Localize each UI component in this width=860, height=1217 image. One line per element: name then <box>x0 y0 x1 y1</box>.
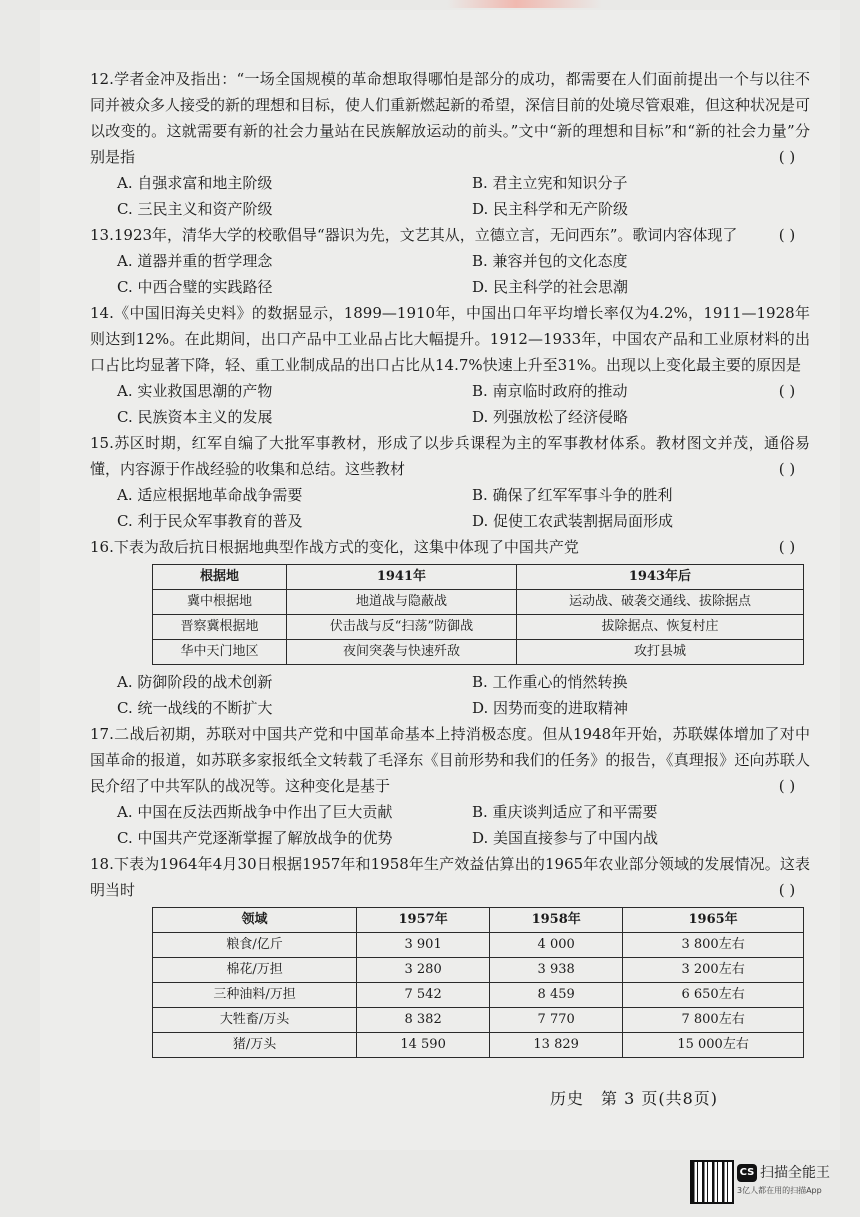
table-header-cell: 1957年 <box>357 908 490 933</box>
table-header-row <box>153 565 804 590</box>
camscanner-logo-icon: CS <box>737 1164 757 1182</box>
option-d: D. 列强放松了经济侵略 <box>472 408 629 426</box>
table-cell: 14 590 <box>357 1033 490 1058</box>
question-number: 17. <box>90 725 114 743</box>
top-edge-strip <box>0 0 860 8</box>
table-header-cell: 1943年后 <box>516 565 803 590</box>
table-row <box>153 615 804 640</box>
question-list <box>90 66 810 1062</box>
table-cell: 7 770 <box>490 1008 623 1033</box>
question-text: 1923年，清华大学的校歌倡导“器识为先，文艺其从，立德立言，无问西东”。歌词内容体现了 <box>113 226 738 244</box>
question-number: 15. <box>90 434 114 452</box>
table-header-cell: 1958年 <box>490 908 623 933</box>
table-cell: 三种油料/万担 <box>153 983 357 1008</box>
option-b: B. 兼容并包的文化态度 <box>472 252 628 270</box>
option-d: D. 民主科学的社会思潮 <box>472 278 629 296</box>
scanner-watermark <box>690 1160 850 1206</box>
question-stem <box>90 851 810 903</box>
question-number: 12. <box>90 70 114 88</box>
table-cell: 3 280 <box>357 958 490 983</box>
answer-options <box>90 248 810 300</box>
data-table <box>152 564 804 665</box>
table-cell: 4 000 <box>490 933 623 958</box>
question-text: 苏区时期，红军自编了大批军事教材，形成了以步兵课程为主的军事教材体系。教材图文并茂，通俗易懂，内容源于作战经验的收集和总结。这些教材 <box>90 434 810 478</box>
option-a: A. 道器并重的哲学理念 <box>117 252 273 270</box>
option-a: A. 适应根据地革命战争需要 <box>117 486 303 504</box>
option-d: D. 美国直接参与了中国内战 <box>472 829 659 847</box>
table-row <box>153 983 804 1008</box>
option-c: C. 统一战线的不断扩大 <box>117 699 273 717</box>
table-cell: 攻打县城 <box>516 640 803 665</box>
table-cell: 晋察冀根据地 <box>153 615 287 640</box>
answer-bracket: ( ) <box>778 382 796 400</box>
answer-bracket: ( ) <box>778 460 796 478</box>
question-text: 二战后初期，苏联对中国共产党和中国革命基本上持消极态度。但从1948年开始，苏联媒体增加了对中国革命的报道，如苏联多家报纸全文转载了毛泽东《目前形势和我们的任务》的报告，《真理报》还向苏联人民介绍了中共军队的战况等。这种变化是基于 <box>90 725 810 795</box>
table-cell: 3 800左右 <box>623 933 804 958</box>
answer-bracket: ( ) <box>778 226 796 244</box>
question-number: 14. <box>90 304 114 322</box>
table-header-cell: 1965年 <box>623 908 804 933</box>
question-16 <box>90 534 810 721</box>
option-b: B. 南京临时政府的推动 <box>472 382 628 400</box>
answer-bracket: ( ) <box>778 881 796 899</box>
watermark-title: 扫描全能王 <box>760 1165 830 1181</box>
page-footer: 历史 第 3 页(共8页) <box>550 1089 719 1108</box>
question-13 <box>90 222 810 300</box>
table-cell: 大牲畜/万头 <box>153 1008 357 1033</box>
question-17 <box>90 721 810 851</box>
data-table <box>152 907 804 1058</box>
answer-bracket: ( ) <box>778 777 796 795</box>
qr-code-icon <box>690 1160 734 1204</box>
table-row <box>153 1008 804 1033</box>
question-text: 下表为1964年4月30日根据1957年和1958年生产效益估算出的1965年农业部分领域的发展情况。这表明当时 <box>90 855 810 899</box>
question-stem <box>90 721 810 799</box>
table-cell: 3 938 <box>490 958 623 983</box>
question-14 <box>90 300 810 430</box>
question-stem <box>90 66 810 170</box>
table-cell: 棉花/万担 <box>153 958 357 983</box>
table-cell: 6 650左右 <box>623 983 804 1008</box>
option-a: A. 实业救国思潮的产物 <box>117 382 273 400</box>
table-cell: 猪/万头 <box>153 1033 357 1058</box>
answer-options <box>90 669 810 721</box>
answer-options <box>90 799 810 851</box>
option-b: B. 君主立宪和知识分子 <box>472 174 628 192</box>
table-cell: 15 000左右 <box>623 1033 804 1058</box>
table-cell: 伏击战与反“扫荡”防御战 <box>286 615 516 640</box>
question-number: 18. <box>90 855 114 873</box>
table-cell: 拔除据点、恢复村庄 <box>516 615 803 640</box>
question-text: 下表为敌后抗日根据地典型作战方式的变化，这集中体现了中国共产党 <box>113 538 579 556</box>
table-cell: 3 200左右 <box>623 958 804 983</box>
table-cell: 7 800左右 <box>623 1008 804 1033</box>
table-row <box>153 1033 804 1058</box>
table-row <box>153 933 804 958</box>
table-cell: 夜间突袭与快速歼敌 <box>286 640 516 665</box>
option-b: B. 确保了红军军事斗争的胜利 <box>472 486 673 504</box>
option-d: D. 民主科学和无产阶级 <box>472 200 629 218</box>
table-cell: 粮食/亿斤 <box>153 933 357 958</box>
option-c: C. 三民主义和资产阶级 <box>117 200 273 218</box>
question-stem <box>90 222 810 248</box>
table-cell: 8 382 <box>357 1008 490 1033</box>
table-cell: 冀中根据地 <box>153 590 287 615</box>
question-12 <box>90 66 810 222</box>
answer-options <box>90 378 764 430</box>
question-number: 16. <box>90 538 114 556</box>
question-number: 13. <box>90 226 114 244</box>
option-a: A. 自强求富和地主阶级 <box>117 174 273 192</box>
table-cell: 3 901 <box>357 933 490 958</box>
answer-bracket: ( ) <box>778 538 796 556</box>
table-row <box>153 958 804 983</box>
question-stem <box>90 430 810 482</box>
option-a: A. 防御阶段的战术创新 <box>117 673 273 691</box>
table-cell: 地道战与隐蔽战 <box>286 590 516 615</box>
option-c: C. 中西合璧的实践路径 <box>117 278 273 296</box>
table-cell: 华中天门地区 <box>153 640 287 665</box>
answer-bracket: ( ) <box>778 148 796 166</box>
question-text: 学者金冲及指出：“一场全国规模的革命想取得哪怕是部分的成功，都需要在人们面前提出一个与以往不同并被众多人接受的新的理想和目标，使人们重新燃起新的希望，深信目前的处境尽管艰难，但这种状况是可以改变的。这就需要有新的社会力量站在民族解放运动的前头。”文中“新的理想和目标”和“新的社会力量”分别是指 <box>90 70 811 166</box>
table-cell: 8 459 <box>490 983 623 1008</box>
option-d: D. 促使工农武装割据局面形成 <box>472 512 674 530</box>
option-c: C. 民族资本主义的发展 <box>117 408 273 426</box>
option-c: C. 中国共产党逐渐掌握了解放战争的优势 <box>117 829 393 847</box>
option-d: D. 因势而变的进取精神 <box>472 699 629 717</box>
table-row <box>153 590 804 615</box>
option-c: C. 利于民众军事教育的普及 <box>117 512 303 530</box>
answer-options <box>90 482 810 534</box>
table-header-row <box>153 908 804 933</box>
question-15 <box>90 430 810 534</box>
question-18 <box>90 851 810 1058</box>
option-b: B. 工作重心的悄然转换 <box>472 673 628 691</box>
table-header-cell: 领域 <box>153 908 357 933</box>
table-cell: 13 829 <box>490 1033 623 1058</box>
table-cell: 7 542 <box>357 983 490 1008</box>
table-header-cell: 1941年 <box>286 565 516 590</box>
question-text: 《中国旧海关史料》的数据显示，1899—1910年，中国出口年平均增长率仅为4.2%，1911—1928年则达到12%。在此期间，出口产品中工业品占比大幅提升。1912—1933年，中国农产品和工业原材料的出口占比均显著下降，轻、重工业制成品的出口占比从14.7%快速上升至31%。出现以上变化最主要的原因是 <box>90 304 810 374</box>
option-b: B. 重庆谈判适应了和平需要 <box>472 803 658 821</box>
watermark-subtitle: 3亿人都在用的扫描App <box>737 1186 822 1195</box>
table-row <box>153 640 804 665</box>
table-header-cell: 根据地 <box>153 565 287 590</box>
option-a: A. 中国在反法西斯战争中作出了巨大贡献 <box>117 803 393 821</box>
question-stem <box>90 534 810 560</box>
answer-options <box>90 170 810 222</box>
table-cell: 运动战、破袭交通线、拔除据点 <box>516 590 803 615</box>
